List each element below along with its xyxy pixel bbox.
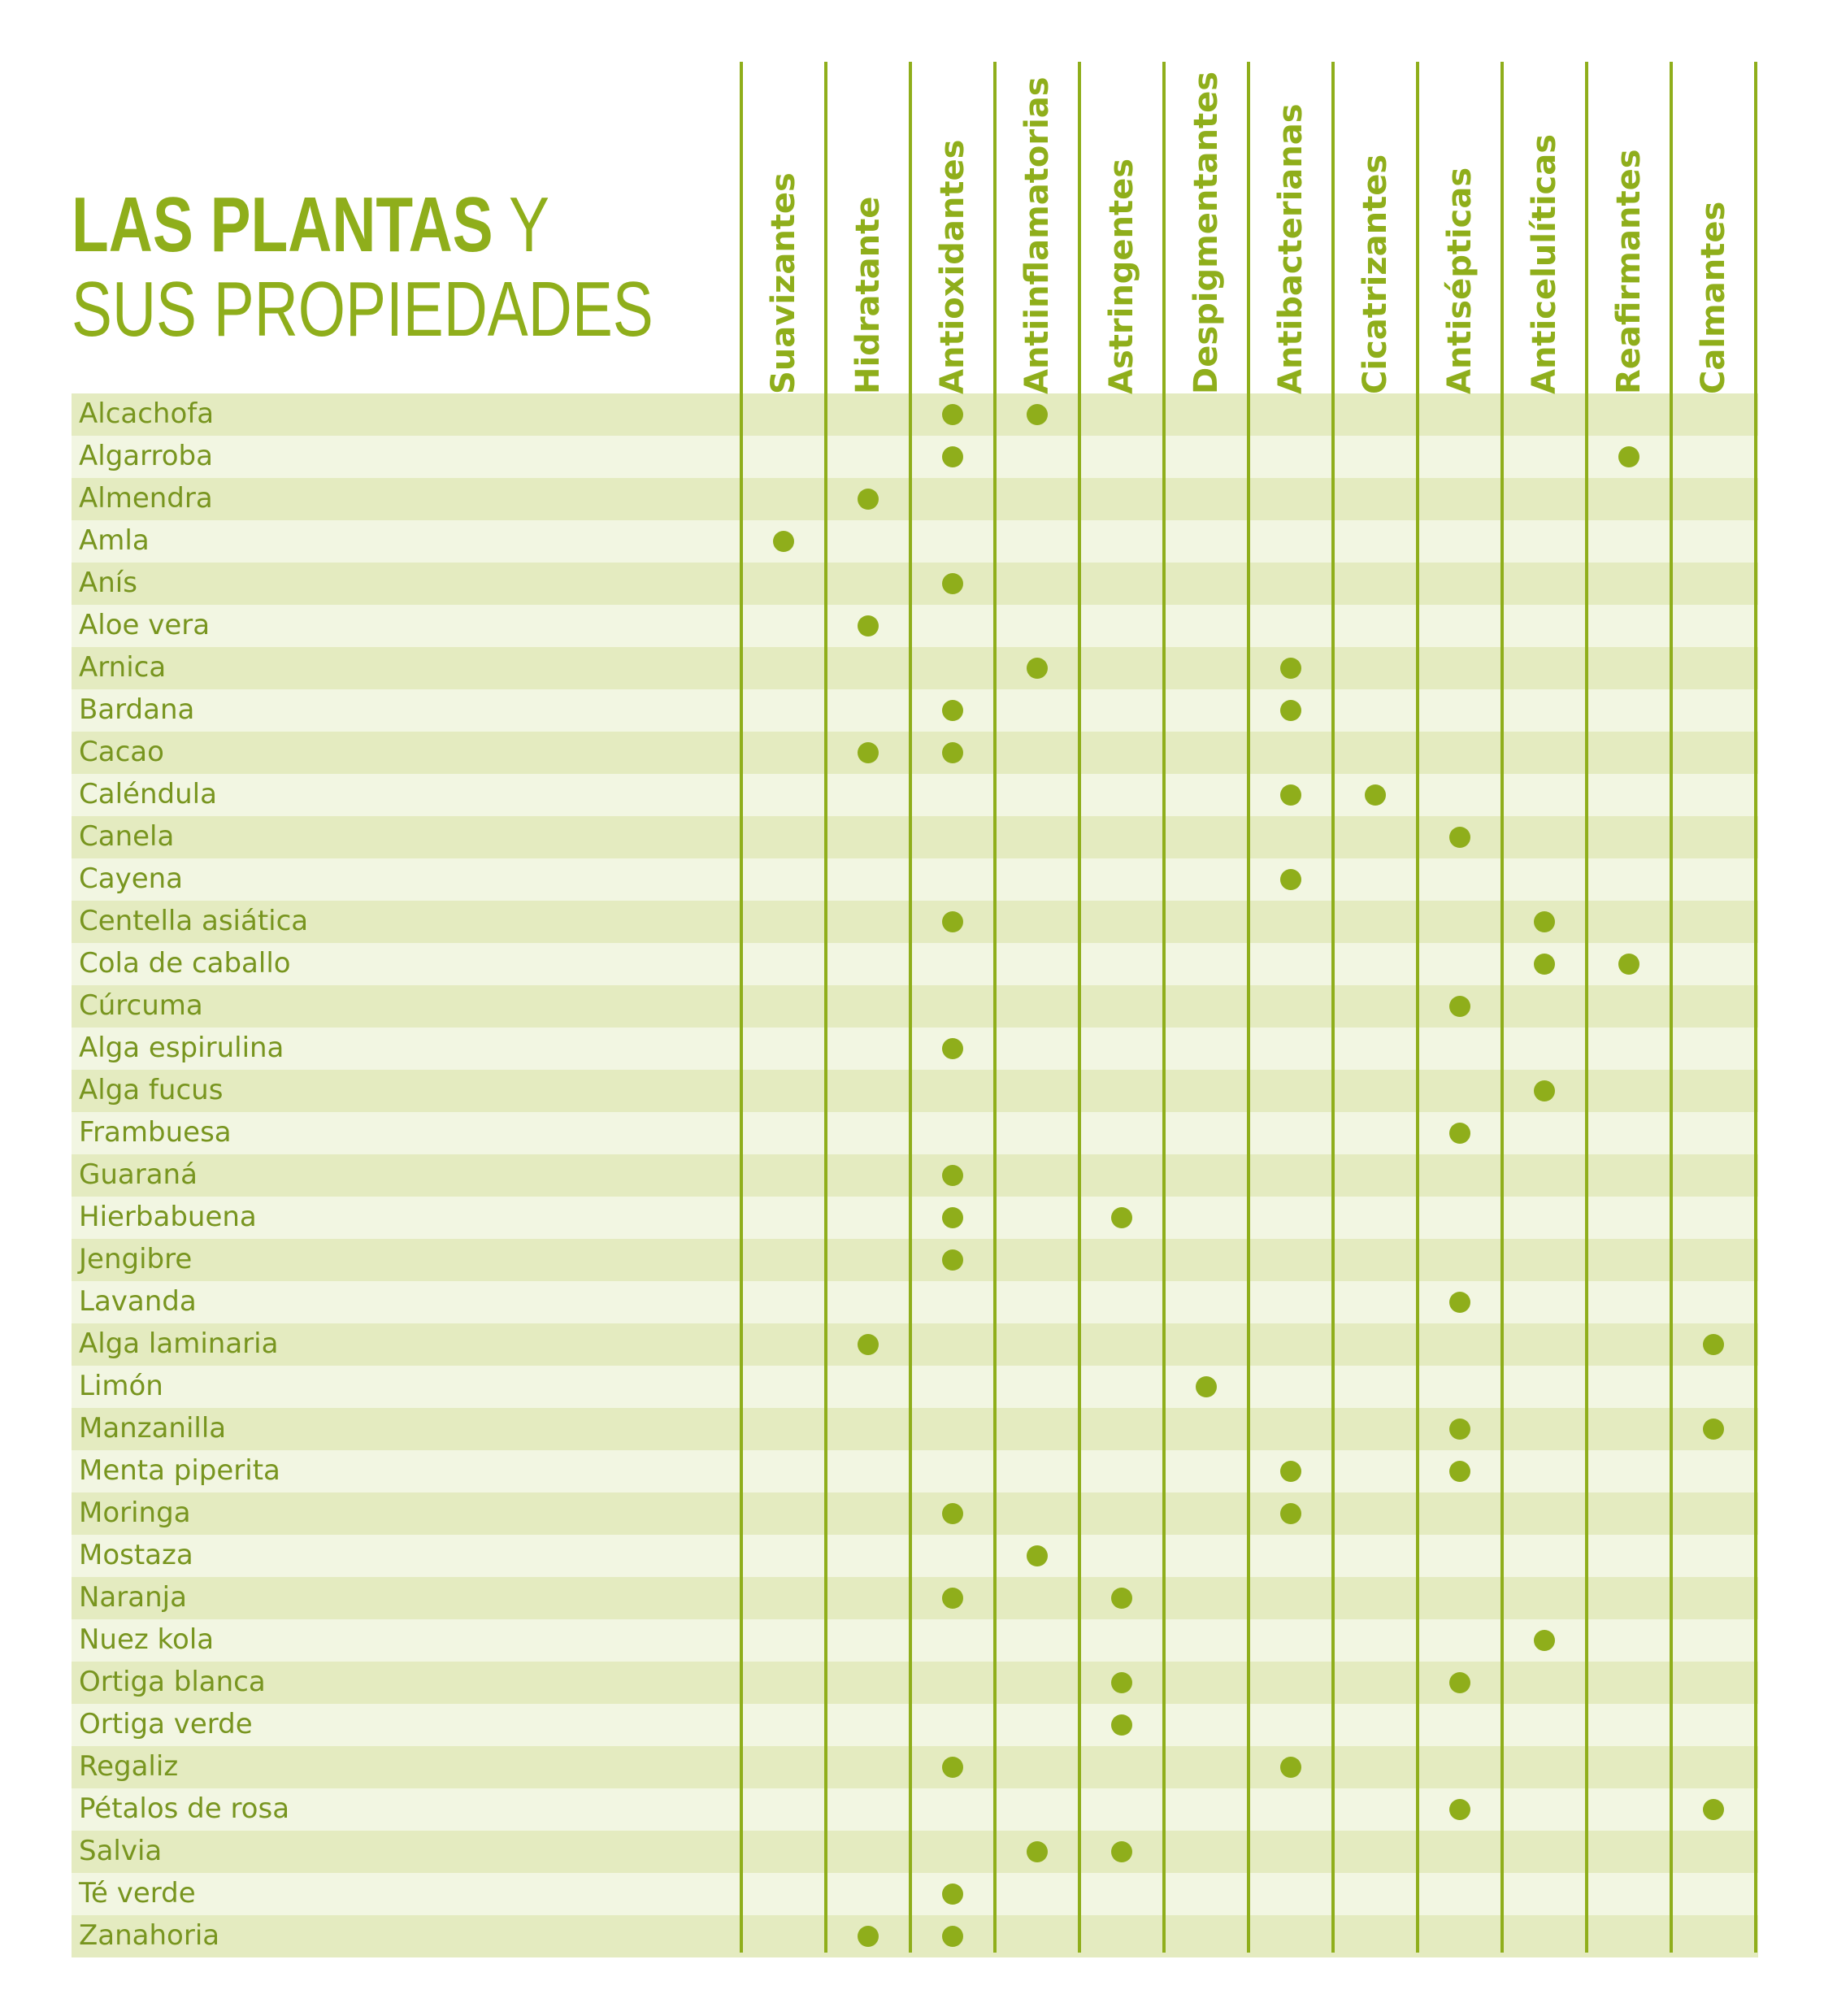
property-dot	[1111, 1841, 1132, 1862]
property-dot	[1618, 446, 1639, 467]
table-row	[72, 1619, 1758, 1662]
table-row	[72, 393, 1758, 436]
column-divider	[993, 62, 997, 1953]
property-dot	[942, 446, 963, 467]
column-header: Suavizantes	[765, 172, 802, 394]
plant-name: Menta piperita	[79, 1454, 280, 1487]
property-dot	[1703, 1419, 1724, 1440]
property-dot	[1280, 700, 1301, 721]
property-dot	[942, 404, 963, 425]
column-header: Antiinflamatorias	[1018, 76, 1056, 394]
column-divider	[1585, 62, 1588, 1953]
property-dot	[942, 1757, 963, 1778]
column-divider	[1247, 62, 1250, 1953]
plant-name: Manzanilla	[79, 1412, 227, 1445]
property-dot	[858, 742, 879, 763]
property-dot	[1449, 1799, 1470, 1820]
property-dot	[1449, 996, 1470, 1017]
table-row	[72, 732, 1758, 774]
property-dot	[858, 489, 879, 510]
column-header: Hidratante	[849, 196, 887, 394]
column-header: Cicatrizantes	[1357, 154, 1394, 394]
property-dot	[773, 531, 794, 552]
property-dot	[942, 1503, 963, 1524]
column-divider	[1078, 62, 1081, 1953]
property-dot	[942, 1883, 963, 1905]
property-dot	[1449, 1419, 1470, 1440]
plant-name: Bardana	[79, 693, 195, 726]
table-row	[72, 1197, 1758, 1239]
plant-name: Naranja	[79, 1581, 187, 1614]
table-row	[72, 478, 1758, 520]
column-header: Despigmentantes	[1188, 71, 1225, 394]
table-row	[72, 901, 1758, 943]
plant-name: Alga fucus	[79, 1074, 224, 1106]
plant-name: Cola de caballo	[79, 947, 291, 980]
plant-name: Arnica	[79, 651, 167, 684]
table-row	[72, 1323, 1758, 1366]
column-header: Antioxidantes	[934, 139, 971, 394]
property-dot	[1703, 1799, 1724, 1820]
property-dot	[942, 1038, 963, 1059]
column-divider	[824, 62, 827, 1953]
plant-name: Hierbabuena	[79, 1201, 257, 1233]
property-dot	[1449, 1123, 1470, 1144]
property-dot	[1111, 1207, 1132, 1228]
property-dot	[1027, 658, 1048, 679]
table-row	[72, 1450, 1758, 1492]
column-header: Antibacterianas	[1272, 103, 1309, 394]
property-dot	[942, 742, 963, 763]
property-dot	[1280, 658, 1301, 679]
property-dot	[1449, 827, 1470, 848]
plant-name: Alcachofa	[79, 398, 215, 430]
plant-name: Amla	[79, 524, 150, 557]
plant-name: Centella asiática	[79, 905, 309, 937]
table-row	[72, 1281, 1758, 1323]
plant-name: Regaliz	[79, 1750, 179, 1783]
property-dot	[1534, 1080, 1555, 1101]
table-row	[72, 1239, 1758, 1281]
column-divider	[1754, 62, 1757, 1953]
property-dot	[1027, 404, 1048, 425]
property-dot	[942, 573, 963, 594]
plant-name: Cayena	[79, 862, 183, 895]
column-divider	[1670, 62, 1673, 1953]
property-dot	[1534, 911, 1555, 932]
plant-name: Anís	[79, 567, 137, 599]
property-dot	[1449, 1292, 1470, 1313]
title-rest-part: Y	[493, 181, 549, 268]
table-row	[72, 1662, 1758, 1704]
plant-name: Aloe vera	[79, 609, 211, 641]
table-row	[72, 647, 1758, 689]
plant-name: Limón	[79, 1370, 163, 1402]
table-row	[72, 774, 1758, 816]
plant-name: Té verde	[79, 1877, 196, 1910]
plant-name: Moringa	[79, 1497, 191, 1529]
plant-name: Guaraná	[79, 1158, 198, 1191]
plant-name: Pétalos de rosa	[79, 1792, 290, 1825]
plant-name: Frambuesa	[79, 1116, 232, 1149]
column-divider	[1162, 62, 1166, 1953]
property-dot	[858, 1334, 879, 1355]
column-header: Reafirmantes	[1610, 149, 1648, 394]
plant-name: Ortiga verde	[79, 1708, 253, 1740]
plant-name: Caléndula	[79, 778, 217, 810]
column-divider	[1331, 62, 1335, 1953]
plant-name: Cúrcuma	[79, 989, 203, 1022]
table-row	[72, 943, 1758, 985]
table-row	[72, 816, 1758, 858]
column-header: Antisépticas	[1441, 167, 1479, 394]
table-row	[72, 1112, 1758, 1154]
property-dot	[1534, 954, 1555, 975]
table-row	[72, 1492, 1758, 1535]
table-row	[72, 1831, 1758, 1873]
plant-name: Cacao	[79, 736, 164, 768]
table-row	[72, 520, 1758, 563]
column-divider	[740, 62, 743, 1953]
property-dot	[858, 1926, 879, 1947]
column-divider	[1500, 62, 1504, 1953]
property-dot	[1280, 1757, 1301, 1778]
property-dot	[1280, 869, 1301, 890]
plant-name: Nuez kola	[79, 1623, 215, 1656]
plant-name: Salvia	[79, 1835, 163, 1867]
property-dot	[858, 615, 879, 637]
property-dot	[942, 700, 963, 721]
property-dot	[1449, 1461, 1470, 1482]
table-row	[72, 1070, 1758, 1112]
property-dot	[1111, 1714, 1132, 1736]
table-row	[72, 1028, 1758, 1070]
plant-name: Alga laminaria	[79, 1327, 279, 1360]
table-row	[72, 1366, 1758, 1408]
plant-name: Zanahoria	[79, 1919, 220, 1952]
property-dot	[1027, 1841, 1048, 1862]
table-row	[72, 1408, 1758, 1450]
property-dot	[1280, 1503, 1301, 1524]
table-row	[72, 1154, 1758, 1197]
table-row	[72, 1535, 1758, 1577]
plant-name: Canela	[79, 820, 175, 853]
property-dot	[942, 1926, 963, 1947]
table-row	[72, 436, 1758, 478]
property-dot	[1111, 1672, 1132, 1693]
property-dot	[1111, 1588, 1132, 1609]
property-dot	[1365, 784, 1386, 806]
property-dot	[1703, 1334, 1724, 1355]
property-dot	[1280, 784, 1301, 806]
table-row	[72, 985, 1758, 1028]
plant-name: Alga espirulina	[79, 1032, 284, 1064]
plant-name: Mostaza	[79, 1539, 193, 1571]
column-header: Astringentes	[1103, 158, 1140, 394]
table-row	[72, 563, 1758, 605]
plant-name: Ortiga blanca	[79, 1666, 266, 1698]
title-line-2: SUS PROPIEDADES	[72, 266, 654, 353]
property-dot	[942, 1207, 963, 1228]
property-dot	[1027, 1545, 1048, 1566]
property-dot	[1196, 1376, 1217, 1397]
plant-name: Almendra	[79, 482, 213, 515]
plant-name: Lavanda	[79, 1285, 197, 1318]
table-row	[72, 1704, 1758, 1746]
table-row	[72, 858, 1758, 901]
column-divider	[1416, 62, 1419, 1953]
table-row	[72, 1873, 1758, 1915]
property-dot	[1280, 1461, 1301, 1482]
property-dot	[942, 1165, 963, 1186]
table-row	[72, 689, 1758, 732]
table-row	[72, 1915, 1758, 1957]
property-dot	[1534, 1630, 1555, 1651]
table-row	[72, 1788, 1758, 1831]
table-row	[72, 605, 1758, 647]
plant-name: Algarroba	[79, 440, 213, 472]
plant-name: Jengibre	[79, 1243, 193, 1275]
title-bold-part: LAS PLANTAS	[72, 181, 493, 268]
property-dot	[1618, 954, 1639, 975]
property-dot	[942, 1588, 963, 1609]
column-header: Calmantes	[1695, 201, 1732, 394]
property-dot	[1449, 1672, 1470, 1693]
column-header: Anticelulíticas	[1526, 133, 1563, 394]
table-row	[72, 1577, 1758, 1619]
property-dot	[942, 1249, 963, 1271]
property-dot	[942, 911, 963, 932]
table-row	[72, 1746, 1758, 1788]
column-divider	[909, 62, 912, 1953]
